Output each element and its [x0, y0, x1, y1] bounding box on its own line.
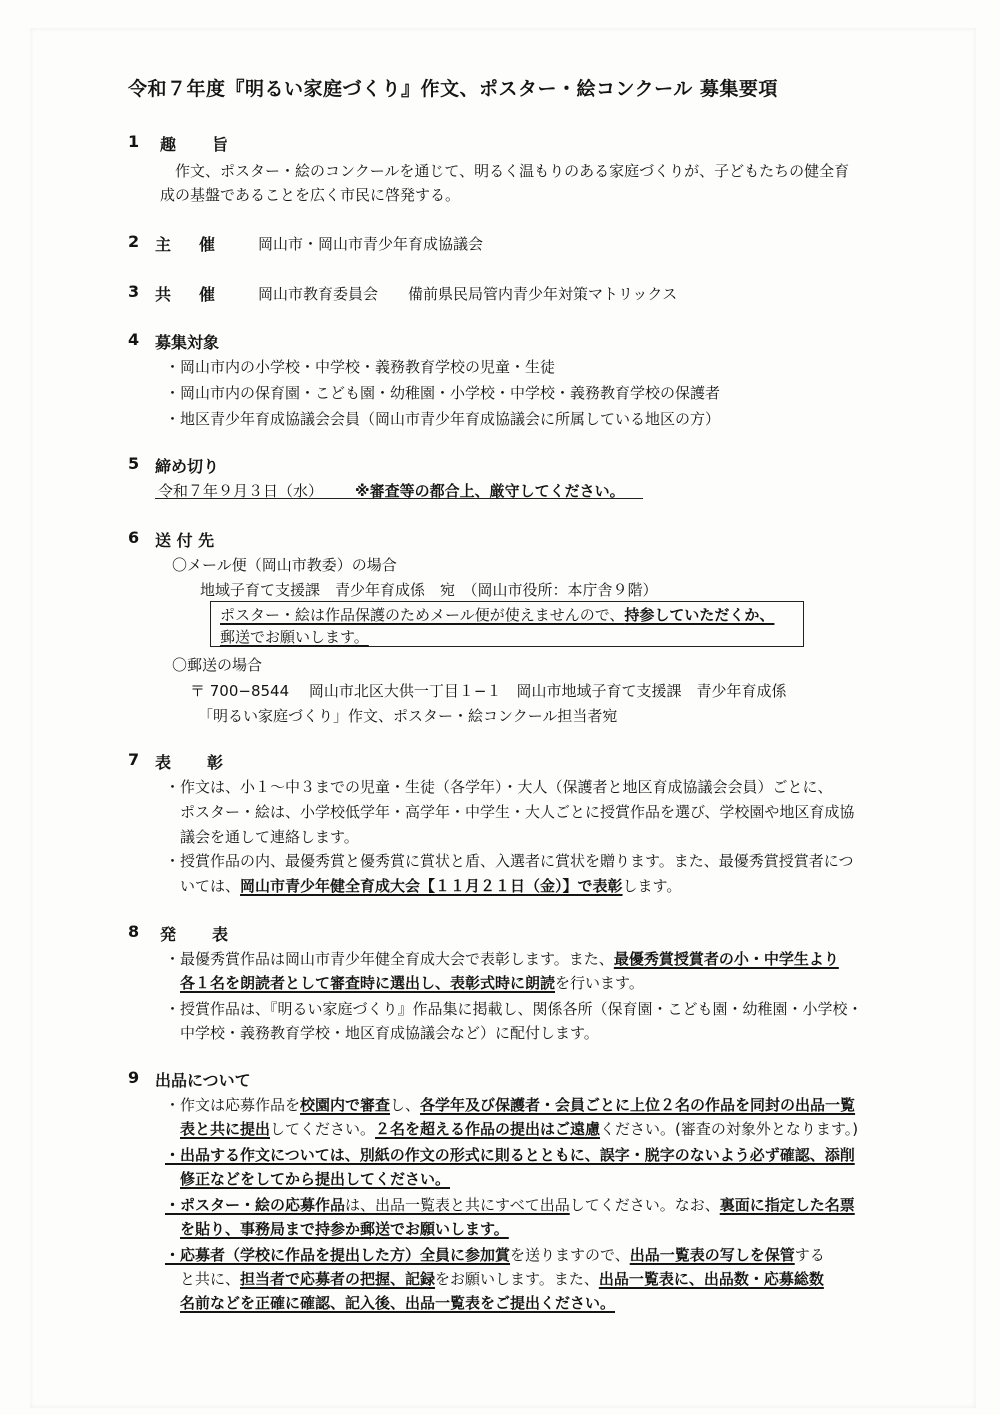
section-9-line-5 — [165, 1194, 855, 1215]
deadline-date: 令和７年９月３日（水） — [158, 482, 324, 500]
section-9-line-3: ・出品する作文については、別紙の作文の形式に則るとともに、誤字・脱字のないよう必ず確認、添削 — [165, 1146, 855, 1164]
s9-p2-a: 表と共に提出 — [180, 1120, 271, 1138]
section-8-line-2-b: を行います。 — [555, 974, 644, 992]
s9-p8-c: をお願いします。また、 — [435, 1270, 599, 1288]
section-7-line-5-c: します。 — [622, 877, 682, 895]
section-7-heading: 表 彰 — [155, 753, 234, 772]
notice-line-2: 郵送でお願いします。 — [220, 628, 369, 646]
section-3-number: 3 — [128, 282, 140, 301]
section-5-heading: 締め切り — [155, 457, 220, 476]
section-8-line-4: 中学校・義務教育学校・地区育成協議会など）に配付します。 — [180, 1024, 599, 1042]
section-6-number: 6 — [128, 528, 140, 547]
section-2-heading: 主 催 — [155, 235, 222, 254]
s9-p2-c: ２名を超える作品の提出はご遠慮 — [375, 1120, 601, 1138]
section-9-line-4: 修正などをしてから提出してください。 — [180, 1170, 451, 1188]
section-4-item-3: ・地区青少年育成協議会会員（岡山市青少年育成協議会に所属している地区の方） — [165, 410, 721, 428]
section-7-line-4: ・授賞作品の内、最優秀賞と優秀賞に賞状と盾、入選者に賞状を贈ります。また、最優秀賞授賞者につ — [165, 852, 854, 870]
section-1-line-2: 成の基盤であることを広く市民に啓発する。 — [160, 186, 461, 204]
section-9-line-2 — [180, 1118, 858, 1139]
section-7-line-5 — [180, 875, 681, 896]
section-7-line-5-a: いては、 — [180, 877, 241, 895]
notice-line-1 — [220, 604, 774, 625]
s9-p8-a: と共に、 — [180, 1270, 241, 1288]
s9-p2-d: ください。(審査の対象外となります。) — [600, 1120, 859, 1138]
section-7-number: 7 — [128, 750, 140, 769]
s9-p7-b: を送りますので、 — [510, 1246, 630, 1264]
section-9-line-7 — [165, 1244, 825, 1265]
s9-p1-a: ・作文は応募作品を — [165, 1096, 301, 1114]
section-7-line-2: ポスター・絵は、小学校低学年・高学年・中学生・大人ごとに授賞作品を選び、学校園や地区育成協 — [180, 803, 855, 821]
section-8-line-1-b: 最優秀賞授賞者の小・中学生より — [613, 950, 839, 968]
section-1-number: 1 — [128, 132, 140, 151]
s9-p8-b: 担当者で応募者の把握、記録 — [240, 1270, 436, 1288]
s9-p2-b: してください。 — [270, 1120, 376, 1138]
s9-p5-a: ・ポスター・絵の応募作品 — [165, 1196, 346, 1214]
section-7-line-1: ・作文は、小１〜中３までの児童・生徒（各学年）・大人（保護者と地区育成協議会会員）ごとに、 — [165, 778, 833, 796]
section-3-heading: 共 催 — [155, 285, 222, 304]
s9-p1-d: 各学年及び保護者・会員ごとに上位２名の作品を同封の出品一覧 — [420, 1096, 856, 1114]
section-2-number: 2 — [128, 232, 140, 251]
section-1-heading: 趣 旨 — [160, 135, 239, 154]
s9-p8-d: 出品一覧表に、出品数・応募総数 — [598, 1270, 824, 1288]
notice-line-1-a: ポスター・絵は作品保護のためメール便が使えませんので、 — [220, 606, 625, 624]
section-3-text: 岡山市教育委員会 備前県民局管内青少年対策マトリックス — [258, 285, 678, 303]
section-9-line-9: 名前などを正確に確認、記入後、出品一覧表をご提出ください。 — [180, 1294, 616, 1312]
mail-address: 地域子育て支援課 青少年育成係 宛 （岡山市役所：本庁舎９階） — [200, 581, 658, 599]
page-title: 令和７年度『明るい家庭づくり』作文、ポスター・絵コンクール 募集要項 — [128, 78, 778, 100]
s9-p1-c: し、 — [390, 1096, 421, 1114]
section-6-heading: 送 付 先 — [155, 531, 215, 550]
section-8-line-2-a: 各１名を朗読者として審査時に選出し、表彰式時に朗読 — [180, 974, 556, 992]
section-4-item-1: ・岡山市内の小学校・中学校・義務教育学校の児童・生徒 — [165, 358, 556, 376]
s9-p5-c: してください。なお、 — [569, 1196, 720, 1214]
section-8-line-2 — [180, 972, 644, 993]
post-case-label: 〇郵送の場合 — [172, 656, 263, 674]
section-8-heading: 発 表 — [160, 925, 239, 944]
section-9-line-8 — [180, 1268, 824, 1289]
post-address: 〒 700−8544 岡山市北区大供一丁目１−１ 岡山市地域子育て支援課 青少年育成係 — [190, 682, 787, 700]
deadline-note: ※審査等の都合上、厳守してください。 — [355, 482, 625, 500]
section-7-line-3: 議会を通して連絡します。 — [180, 828, 359, 846]
section-8-number: 8 — [128, 922, 140, 941]
s9-p5-d: 裏面に指定した名票 — [719, 1196, 855, 1214]
section-1-line-1: 作文、ポスター・絵のコンクールを通じて、明るく温もりのある家庭づくりが、子どもたちの健全育 — [175, 162, 850, 180]
section-9-heading: 出品について — [155, 1071, 251, 1090]
section-9-number: 9 — [128, 1068, 140, 1087]
section-4-number: 4 — [128, 330, 140, 349]
section-9-line-6: を貼り、事務局まで持参か郵送でお願いします。 — [180, 1220, 509, 1238]
section-8-line-1-a: ・最優秀賞作品は岡山市青少年健全育成大会で表彰します。また、 — [165, 950, 614, 968]
section-9-line-1 — [165, 1094, 855, 1115]
s9-p7-a: ・応募者（学校に作品を提出した方）全員に参加賞 — [165, 1246, 511, 1264]
deadline-underline — [155, 498, 643, 499]
post-attention: 「明るい家庭づくり」作文、ポスター・絵コンクール担当者宛 — [198, 707, 618, 725]
section-4-item-2: ・岡山市内の保育園・こども園・幼稚園・小学校・中学校・義務教育学校の保護者 — [165, 384, 721, 402]
notice-line-1-b: 持参していただくか、 — [624, 606, 775, 624]
award-ceremony-date: 岡山市青少年健全育成大会【１１月２１日（金）】で表彰 — [240, 877, 623, 895]
section-2-text: 岡山市・岡山市青少年育成協議会 — [258, 235, 484, 253]
s9-p7-d: する — [794, 1246, 825, 1264]
section-4-heading: 募集対象 — [155, 333, 220, 352]
section-8-line-1 — [165, 948, 839, 969]
section-8-line-3: ・授賞作品は、『明るい家庭づくり』作品集に掲載し、関係各所（保育園・こども園・幼稚園・小学校・ — [165, 1000, 863, 1018]
mail-case-label: 〇メール便（岡山市教委）の場合 — [172, 556, 397, 574]
s9-p1-b: 校園内で審査 — [300, 1096, 391, 1114]
section-5-number: 5 — [128, 454, 140, 473]
s9-p5-b: は、出品一覧表と共にすべて出品 — [345, 1196, 570, 1214]
s9-p7-c: 出品一覧表の写しを保管 — [629, 1246, 795, 1264]
